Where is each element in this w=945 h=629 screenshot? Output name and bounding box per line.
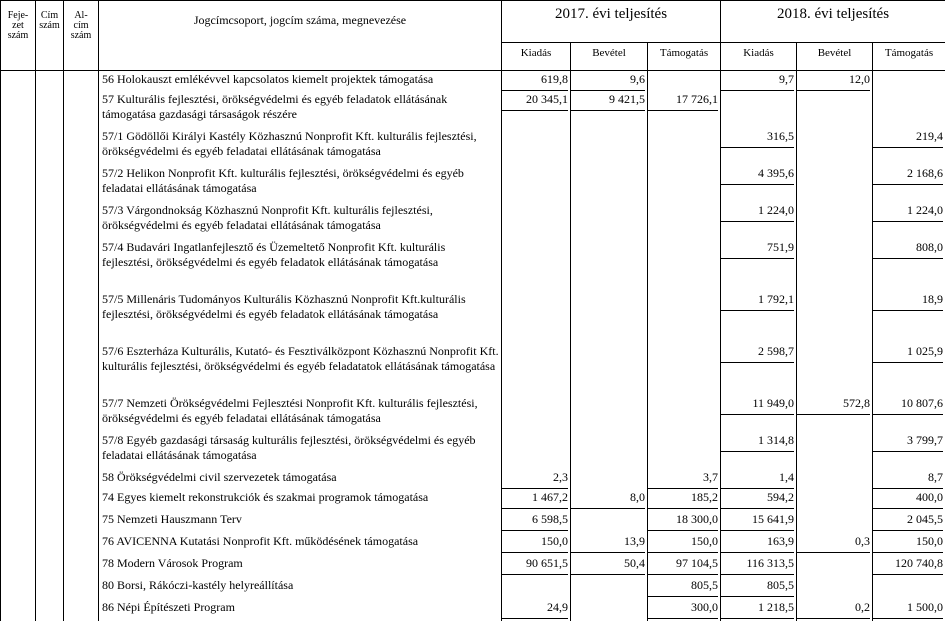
value-tamogatas-2018: 10 807,6 <box>873 395 945 432</box>
row-description: 57/1 Gödöllői Királyi Kastély Közhasznú Nonprofit Kft. kulturális fejlesztési, örökségvédelmi és egyéb feladatai ellátásának támogatása <box>99 128 502 165</box>
cim-cell <box>36 395 64 432</box>
value-bevetel-2018 <box>797 555 873 577</box>
header-fejezet: Feje- zet szám <box>1 1 36 68</box>
cim-cell <box>36 128 64 165</box>
value-tamogatas-2018 <box>873 577 945 599</box>
value-bevetel-2017 <box>571 395 648 432</box>
row-description: 80 Borsi, Rákóczi-kastély helyreállítása <box>99 577 502 599</box>
value-kiadas-2017: 90 651,5 <box>502 555 571 577</box>
cim-cell <box>36 239 64 291</box>
row-description: 57/4 Budavári Ingatlanfejlesztő és Üzemeltető Nonprofit Kft. kulturális fejlesztési, örökségvédelmi és egyéb feladatok ellátásának támogatása <box>99 239 502 291</box>
value-tamogatas-2017: 18 300,0 <box>648 511 721 533</box>
row-description: 86 Népi Építészeti Program <box>99 599 502 621</box>
row-description: 78 Modern Városok Program <box>99 555 502 577</box>
header-alcim: Al- cím szám <box>64 1 99 68</box>
cim-cell <box>36 291 64 343</box>
table-row <box>1 291 945 343</box>
alcim-cell <box>64 511 99 533</box>
value-kiadas-2017: 2,3 <box>502 469 571 489</box>
value-kiadas-2017: 6 598,5 <box>502 511 571 533</box>
value-kiadas-2017: 24,9 <box>502 599 571 621</box>
value-bevetel-2017 <box>571 343 648 395</box>
value-kiadas-2018: 1 218,5 <box>721 599 797 621</box>
fejezet-cell <box>1 343 36 395</box>
row-description: 76 AVICENNA Kutatási Nonprofit Kft. működésének támogatása <box>99 533 502 555</box>
value-bevetel-2018 <box>797 343 873 395</box>
value-kiadas-2017 <box>502 239 571 291</box>
cim-cell <box>36 555 64 577</box>
row-description: 57/8 Egyéb gazdasági társaság kulturális fejlesztési, örökségvédelmi és egyéb feladatai ellátásának támogatása <box>99 432 502 469</box>
value-bevetel-2017 <box>571 432 648 469</box>
header-tamogatas-2017: Támogatás <box>648 43 721 68</box>
value-tamogatas-2018: 120 740,8 <box>873 555 945 577</box>
cim-cell <box>36 599 64 621</box>
value-tamogatas-2018 <box>873 91 945 128</box>
value-kiadas-2018: 11 949,0 <box>721 395 797 432</box>
cim-cell <box>36 432 64 469</box>
table-row <box>1 91 945 128</box>
header-kiadas-2017: Kiadás <box>502 43 571 68</box>
value-tamogatas-2018 <box>873 71 945 92</box>
value-tamogatas-2017 <box>648 432 721 469</box>
value-bevetel-2018 <box>797 202 873 239</box>
alcim-cell <box>64 291 99 343</box>
value-tamogatas-2018: 3 799,7 <box>873 432 945 469</box>
fejezet-cell <box>1 395 36 432</box>
table-row <box>1 555 945 577</box>
header-cim: Cím szám <box>36 1 64 68</box>
value-bevetel-2018 <box>797 291 873 343</box>
table-row <box>1 343 945 395</box>
value-kiadas-2017 <box>502 291 571 343</box>
fejezet-cell <box>1 202 36 239</box>
value-kiadas-2017 <box>502 343 571 395</box>
value-kiadas-2018: 751,9 <box>721 239 797 291</box>
header-kiadas-2018: Kiadás <box>721 43 797 68</box>
value-bevetel-2018 <box>797 577 873 599</box>
value-tamogatas-2018: 2 168,6 <box>873 165 945 202</box>
header-tamogatas-2018: Támogatás <box>873 43 945 68</box>
value-bevetel-2018 <box>797 239 873 291</box>
fejezet-cell <box>1 469 36 489</box>
value-bevetel-2017: 9,6 <box>571 71 648 92</box>
value-bevetel-2018: 12,0 <box>797 71 873 92</box>
value-kiadas-2017: 619,8 <box>502 71 571 92</box>
row-description: 56 Holokauszt emlékévvel kapcsolatos kiemelt projektek támogatása <box>99 71 502 92</box>
row-description: 57/2 Helikon Nonprofit Kft. kulturális fejlesztési, örökségvédelmi és egyéb feladatai ellátásának támogatása <box>99 165 502 202</box>
value-tamogatas-2017 <box>648 291 721 343</box>
fejezet-cell <box>1 599 36 621</box>
value-tamogatas-2018: 808,0 <box>873 239 945 291</box>
fejezet-cell <box>1 533 36 555</box>
fejezet-cell <box>1 555 36 577</box>
cim-cell <box>36 91 64 128</box>
table-row <box>1 511 945 533</box>
value-bevetel-2018 <box>797 165 873 202</box>
value-tamogatas-2017: 805,5 <box>648 577 721 599</box>
cim-cell <box>36 343 64 395</box>
value-kiadas-2017 <box>502 395 571 432</box>
cim-cell <box>36 202 64 239</box>
value-bevetel-2018 <box>797 432 873 469</box>
row-description: 74 Egyes kiemelt rekonstrukciók és szakmai programok támogatása <box>99 489 502 511</box>
value-kiadas-2017: 20 345,1 <box>502 91 571 128</box>
value-tamogatas-2017: 185,2 <box>648 489 721 511</box>
alcim-cell <box>64 91 99 128</box>
table-row <box>1 469 945 489</box>
value-tamogatas-2017: 3,7 <box>648 469 721 489</box>
value-kiadas-2017: 150,0 <box>502 533 571 555</box>
fejezet-cell <box>1 91 36 128</box>
value-bevetel-2017 <box>571 165 648 202</box>
table-row <box>1 202 945 239</box>
value-bevetel-2018 <box>797 128 873 165</box>
table-row <box>1 432 945 469</box>
value-tamogatas-2017 <box>648 128 721 165</box>
row-description: 57 Kulturális fejlesztési, örökségvédelmi és egyéb feladatok ellátásának támogatása gazdasági társaságok részére <box>99 91 502 128</box>
header-bevetel-2017: Bevétel <box>571 43 648 68</box>
value-kiadas-2018: 9,7 <box>721 71 797 92</box>
fejezet-cell <box>1 432 36 469</box>
value-kiadas-2017: 1 467,2 <box>502 489 571 511</box>
row-description: 57/6 Eszterháza Kulturális, Kutató- és Fesztiválközpont Közhasznú Nonprofit Kft. kulturális fejlesztési, örökségvédelmi és egyéb feladatatok ellátásának támogatása <box>99 343 502 395</box>
value-tamogatas-2018: 18,9 <box>873 291 945 343</box>
value-kiadas-2018: 116 313,5 <box>721 555 797 577</box>
value-kiadas-2018: 805,5 <box>721 577 797 599</box>
value-tamogatas-2017 <box>648 239 721 291</box>
value-tamogatas-2018: 219,4 <box>873 128 945 165</box>
value-bevetel-2017 <box>571 511 648 533</box>
value-bevetel-2017 <box>571 577 648 599</box>
header-year-2017: 2017. évi teljesítés <box>502 1 721 43</box>
alcim-cell <box>64 128 99 165</box>
cim-cell <box>36 511 64 533</box>
alcim-cell <box>64 577 99 599</box>
table-row <box>1 395 945 432</box>
cim-cell <box>36 469 64 489</box>
table-row <box>1 489 945 511</box>
value-tamogatas-2017 <box>648 343 721 395</box>
value-bevetel-2017 <box>571 128 648 165</box>
value-kiadas-2017 <box>502 202 571 239</box>
value-kiadas-2018: 1,4 <box>721 469 797 489</box>
alcim-cell <box>64 202 99 239</box>
table-row <box>1 599 945 621</box>
value-bevetel-2017: 8,0 <box>571 489 648 511</box>
row-description: 57/3 Várgondnokság Közhasznú Nonprofit Kft. kulturális fejlesztési, örökségvédelmi és egyéb feladatai ellátásának támogatása <box>99 202 502 239</box>
value-tamogatas-2017 <box>648 71 721 92</box>
value-kiadas-2018: 316,5 <box>721 128 797 165</box>
table-row <box>1 71 945 92</box>
alcim-cell <box>64 71 99 92</box>
alcim-cell <box>64 469 99 489</box>
cim-cell <box>36 533 64 555</box>
value-tamogatas-2017 <box>648 395 721 432</box>
row-description: 75 Nemzeti Hauszmann Terv <box>99 511 502 533</box>
header-year-2018: 2018. évi teljesítés <box>721 1 945 43</box>
value-tamogatas-2017: 150,0 <box>648 533 721 555</box>
value-bevetel-2017: 9 421,5 <box>571 91 648 128</box>
fejezet-cell <box>1 511 36 533</box>
value-kiadas-2017 <box>502 577 571 599</box>
value-bevetel-2018: 572,8 <box>797 395 873 432</box>
table-row <box>1 239 945 291</box>
header-title: Jogcímcsoport, jogcím száma, megnevezése <box>99 1 502 68</box>
value-kiadas-2018 <box>721 91 797 128</box>
value-tamogatas-2018: 150,0 <box>873 533 945 555</box>
value-tamogatas-2018: 1 500,0 <box>873 599 945 621</box>
fejezet-cell <box>1 165 36 202</box>
alcim-cell <box>64 489 99 511</box>
value-bevetel-2017: 50,4 <box>571 555 648 577</box>
table-row <box>1 577 945 599</box>
table-row <box>1 533 945 555</box>
value-tamogatas-2018: 400,0 <box>873 489 945 511</box>
alcim-cell <box>64 239 99 291</box>
value-kiadas-2018: 163,9 <box>721 533 797 555</box>
cim-cell <box>36 577 64 599</box>
alcim-cell <box>64 395 99 432</box>
fejezet-cell <box>1 239 36 291</box>
value-tamogatas-2017: 300,0 <box>648 599 721 621</box>
header-bevetel-2018: Bevétel <box>797 43 873 68</box>
value-bevetel-2017 <box>571 202 648 239</box>
value-bevetel-2018: 0,3 <box>797 533 873 555</box>
value-bevetel-2017 <box>571 291 648 343</box>
value-kiadas-2018: 15 641,9 <box>721 511 797 533</box>
value-kiadas-2018: 1 314,8 <box>721 432 797 469</box>
cim-cell <box>36 71 64 92</box>
value-tamogatas-2018: 2 045,5 <box>873 511 945 533</box>
row-description: 57/5 Millenáris Tudományos Kulturális Közhasznú Nonprofit Kft.kulturális fejlesztési, örökségvédelmi és egyéb feladatok ellátásának támogatása <box>99 291 502 343</box>
value-bevetel-2017 <box>571 469 648 489</box>
fejezet-cell <box>1 577 36 599</box>
value-bevetel-2017: 13,9 <box>571 533 648 555</box>
value-bevetel-2018 <box>797 511 873 533</box>
alcim-cell <box>64 432 99 469</box>
value-tamogatas-2018: 8,7 <box>873 469 945 489</box>
table-row <box>1 128 945 165</box>
value-tamogatas-2018: 1 025,9 <box>873 343 945 395</box>
row-description: 58 Örökségvédelmi civil szervezetek támogatása <box>99 469 502 489</box>
value-kiadas-2018: 1 792,1 <box>721 291 797 343</box>
row-description: 57/7 Nemzeti Örökségvédelmi Fejlesztési Nonprofit Kft. kulturális fejlesztési, örökségvédelmi és egyéb feladatai ellátásának támogatása <box>99 395 502 432</box>
value-bevetel-2017 <box>571 239 648 291</box>
alcim-cell <box>64 533 99 555</box>
value-kiadas-2018: 594,2 <box>721 489 797 511</box>
cim-cell <box>36 489 64 511</box>
table-row <box>1 165 945 202</box>
value-kiadas-2017 <box>502 128 571 165</box>
value-bevetel-2018 <box>797 91 873 128</box>
fejezet-cell <box>1 291 36 343</box>
value-bevetel-2018 <box>797 469 873 489</box>
value-tamogatas-2017 <box>648 202 721 239</box>
value-tamogatas-2017: 97 104,5 <box>648 555 721 577</box>
value-bevetel-2017 <box>571 599 648 621</box>
alcim-cell <box>64 599 99 621</box>
value-kiadas-2017 <box>502 165 571 202</box>
fejezet-cell <box>1 128 36 165</box>
value-tamogatas-2017 <box>648 165 721 202</box>
fejezet-cell <box>1 71 36 92</box>
fejezet-cell <box>1 489 36 511</box>
alcim-cell <box>64 343 99 395</box>
cim-cell <box>36 165 64 202</box>
value-kiadas-2018: 1 224,0 <box>721 202 797 239</box>
value-kiadas-2018: 4 395,6 <box>721 165 797 202</box>
value-tamogatas-2017: 17 726,1 <box>648 91 721 128</box>
alcim-cell <box>64 555 99 577</box>
alcim-cell <box>64 165 99 202</box>
value-kiadas-2017 <box>502 432 571 469</box>
value-kiadas-2018: 2 598,7 <box>721 343 797 395</box>
value-bevetel-2018: 0,2 <box>797 599 873 621</box>
value-tamogatas-2018: 1 224,0 <box>873 202 945 239</box>
value-bevetel-2018 <box>797 489 873 511</box>
